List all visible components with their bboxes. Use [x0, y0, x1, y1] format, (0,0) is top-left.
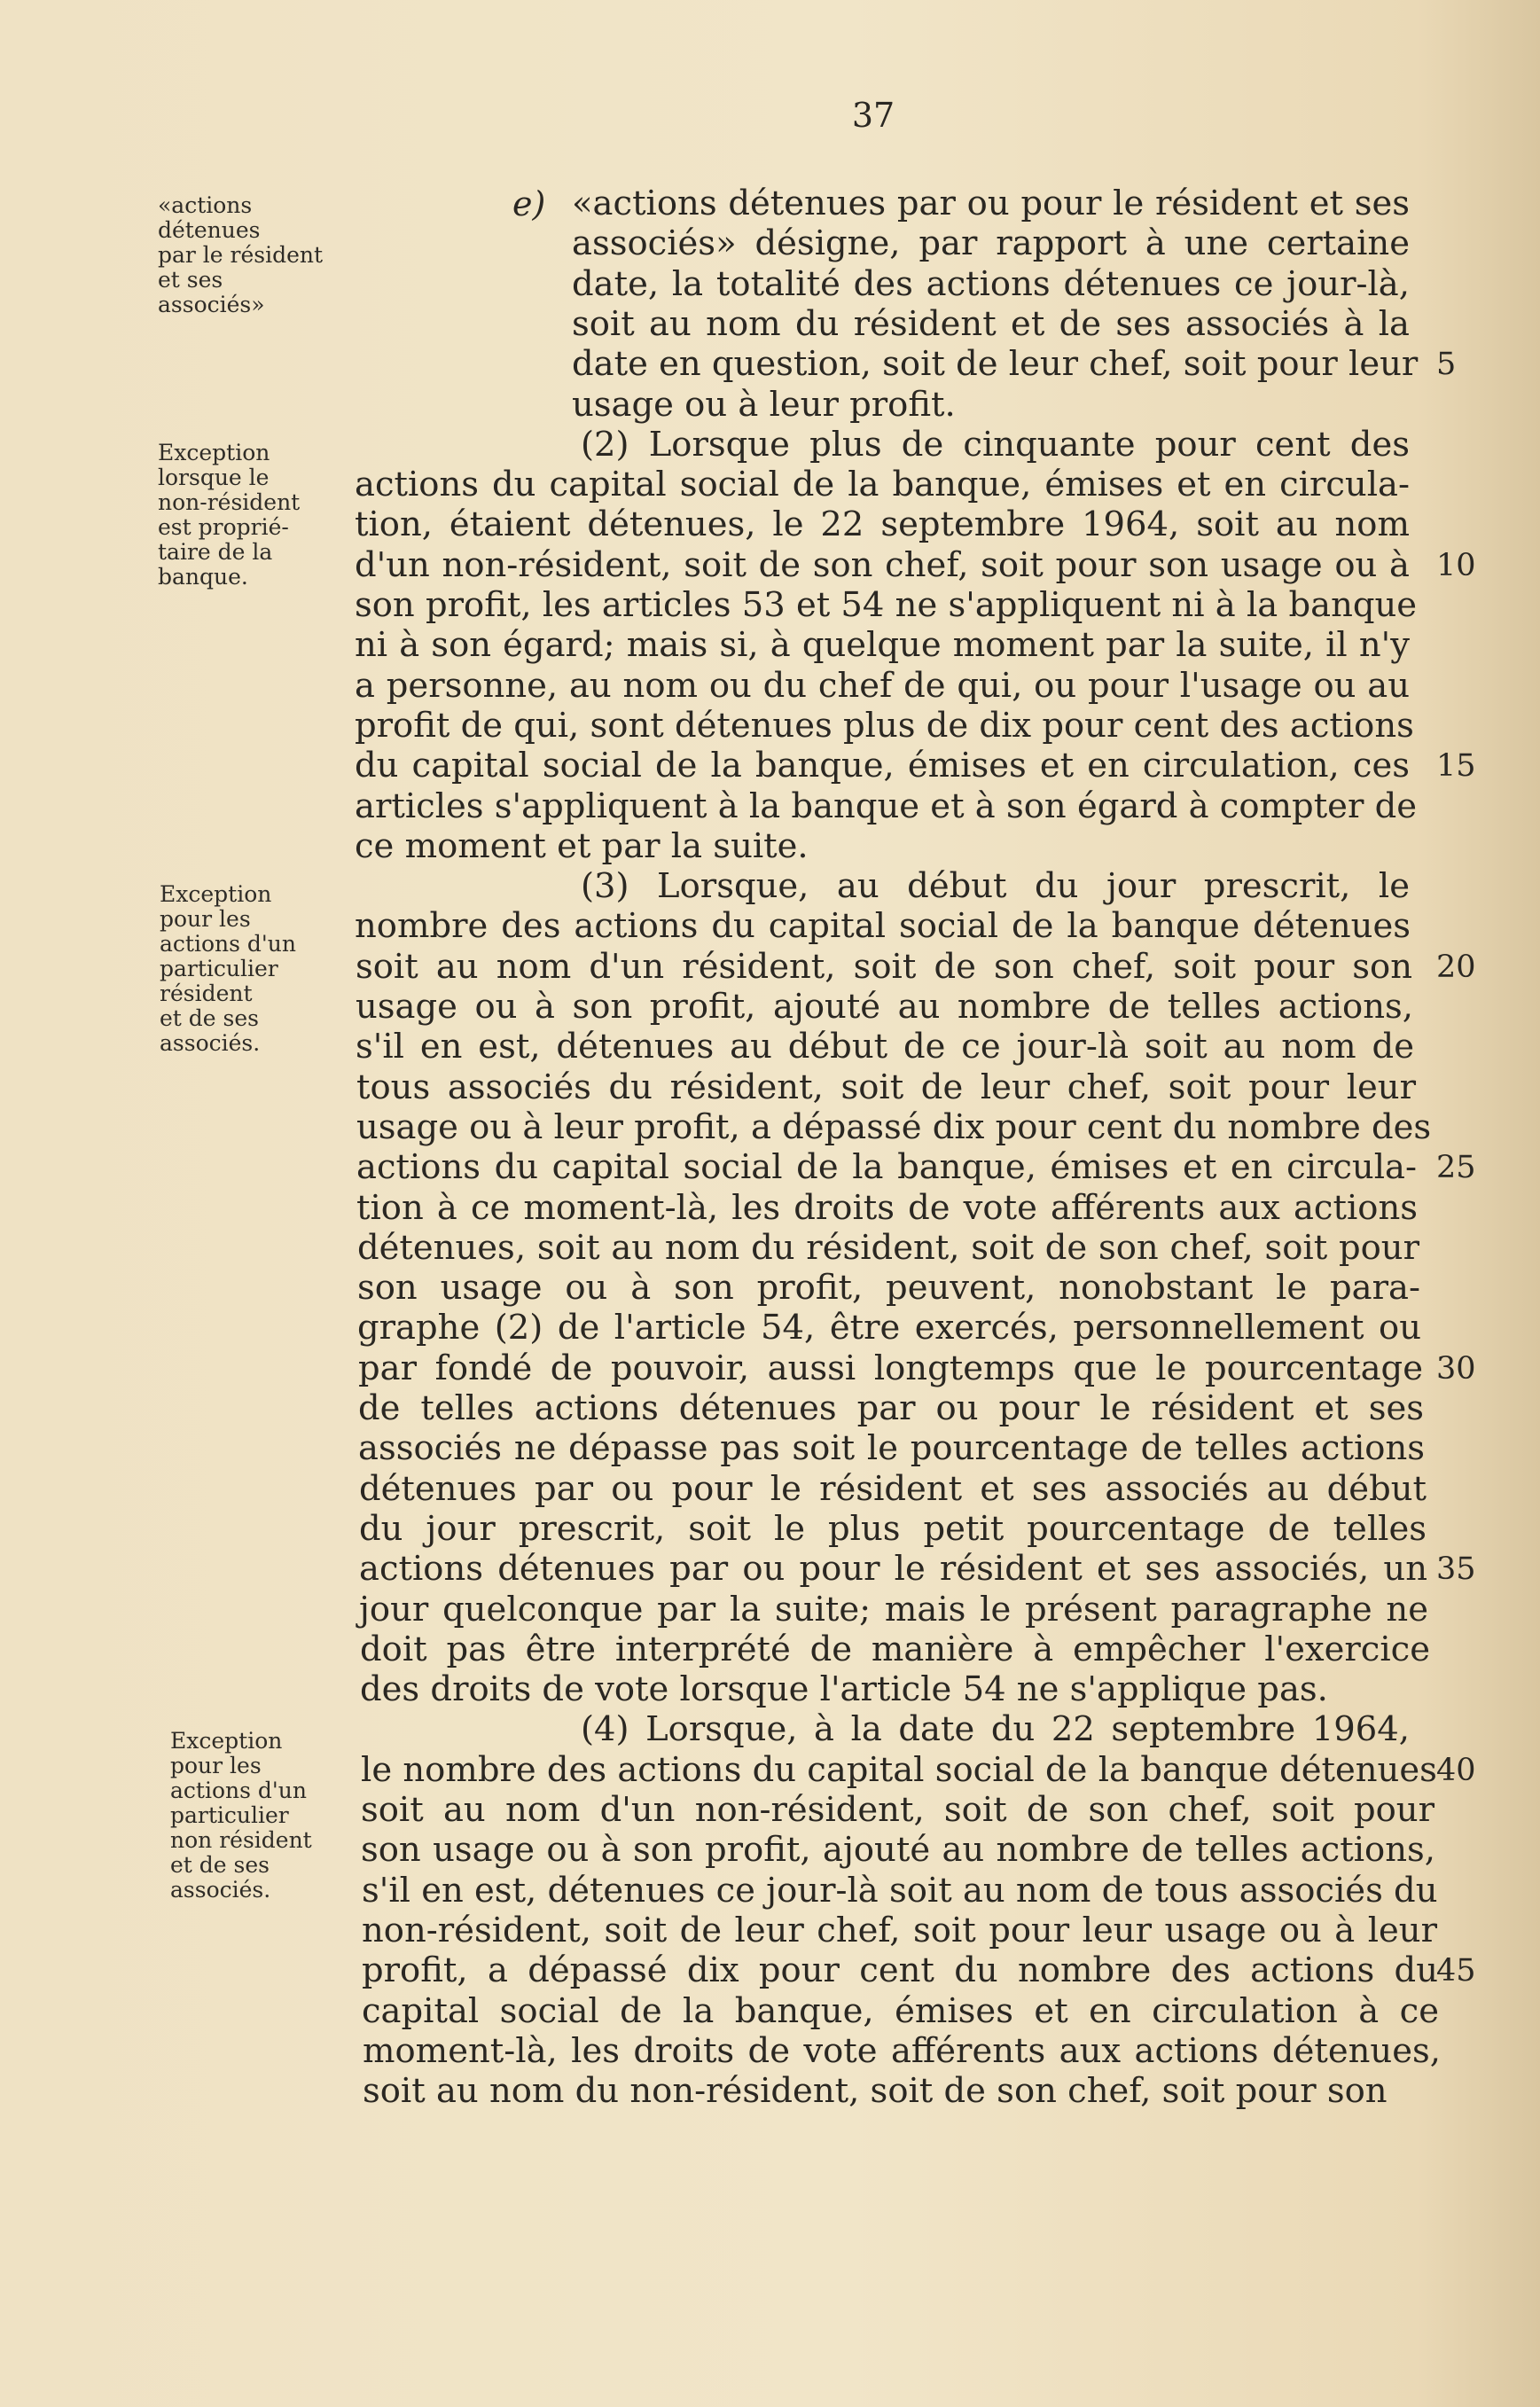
text-line: graphe (2) de l'article 54, être exercés, personnellement ou: [357, 1308, 1421, 1348]
text-line: jour quelconque par la suite; mais le présent paragraphe ne: [359, 1590, 1428, 1629]
line-number: 5: [1436, 347, 1457, 382]
text-line: de telles actions détenues par ou pour le résident et ses: [358, 1388, 1424, 1428]
text-line: tion à ce moment-là, les droits de vote afférents aux actions: [356, 1188, 1418, 1228]
page-number: 37: [851, 96, 895, 135]
text-line: son profit, les articles 53 et 54 ne s'appliquent ni à la banque: [355, 585, 1418, 625]
text-line: «actions détenues par ou pour le résident et ses: [572, 184, 1410, 223]
margin-note-line: non-résident: [158, 489, 301, 515]
margin-note-line: actions d'un: [160, 931, 296, 957]
margin-note-line: banque.: [158, 564, 248, 590]
text-line: du capital social de la banque, émises et en circulation, ces: [355, 746, 1410, 785]
margin-note-line: particulier: [160, 956, 278, 981]
margin-note: [158, 441, 300, 590]
line-number: 45: [1436, 1953, 1476, 1989]
text-line: usage ou à leur profit.: [572, 385, 956, 425]
margin-note: [170, 1729, 312, 1903]
text-line: ni à son égard; mais si, à quelque moment par la suite, il n'y: [355, 625, 1410, 665]
margin-note-line: et ses: [158, 267, 223, 293]
margin-note-line: et de ses: [170, 1852, 270, 1878]
text-line: détenues par ou pour le résident et ses associés au début: [359, 1469, 1427, 1509]
text-line: profit de qui, sont détenues plus de dix pour cent des actions: [355, 706, 1414, 746]
margin-note: [160, 882, 296, 1056]
line-number: 35: [1436, 1551, 1476, 1587]
text-line: associés» désigne, par rapport à une certaine: [572, 223, 1410, 263]
margin-note-line: résident: [160, 981, 253, 1006]
text-line: actions détenues par ou pour le résident et ses associés, un: [359, 1549, 1427, 1589]
text-line: d'un non-résident, soit de son chef, soit pour son usage ou à: [355, 545, 1410, 585]
item-label: e): [512, 184, 546, 223]
text-line: tion, étaient détenues, le 22 septembre 1964, soit au nom: [355, 504, 1410, 544]
text-line: a personne, au nom ou du chef de qui, ou pour l'usage ou au: [355, 666, 1410, 706]
margin-note-line: associés.: [170, 1877, 271, 1903]
text-line: usage ou à leur profit, a dépassé dix pour cent du nombre des: [356, 1107, 1432, 1147]
line-number: 30: [1436, 1351, 1476, 1387]
text-line: s'il en est, détenues au début de ce jour-là soit au nom de: [356, 1027, 1414, 1067]
margin-note-line: Exception: [170, 1728, 283, 1754]
margin-note-line: pour les: [170, 1753, 262, 1778]
text-line: actions du capital social de la banque, émises et en circula-: [356, 1147, 1417, 1187]
text-line: détenues, soit au nom du résident, soit de son chef, soit pour: [357, 1228, 1419, 1268]
text-line: son usage ou à son profit, peuvent, nonobstant le para-: [357, 1268, 1420, 1308]
text-line: son usage ou à son profit, ajouté au nombre de telles actions,: [361, 1830, 1435, 1870]
text-line: profit, a dépassé dix pour cent du nombre des actions du: [362, 1950, 1438, 1990]
text-line: non-résident, soit de leur chef, soit pour leur usage ou à leur: [362, 1911, 1437, 1950]
text-line: tous associés du résident, soit de leur chef, soit pour leur: [356, 1067, 1416, 1107]
text-line: par fondé de pouvoir, aussi longtemps que le pourcentage: [358, 1348, 1423, 1388]
line-number: 15: [1436, 748, 1476, 784]
text-line: (3) Lorsque, au début du jour prescrit, le: [581, 866, 1410, 906]
line-number: 25: [1436, 1150, 1476, 1185]
text-line: nombre des actions du capital social de la banque détenues: [355, 906, 1411, 946]
text-line: soit au nom d'un résident, soit de son chef, soit pour son: [356, 947, 1412, 987]
text-line: soit au nom d'un non-résident, soit de son chef, soit pour: [361, 1790, 1434, 1830]
margin-note-line: lorsque le: [158, 465, 270, 490]
text-line: actions du capital social de la banque, émises et en circula-: [355, 465, 1410, 504]
margin-note-line: et de ses: [160, 1005, 259, 1031]
text-line: (2) Lorsque plus de cinquante pour cent des: [581, 425, 1410, 465]
text-line: usage ou à son profit, ajouté au nombre de telles actions,: [356, 987, 1413, 1027]
margin-note-line: détenues: [158, 217, 261, 243]
text-line: date, la totalité des actions détenues ce jour-là,: [572, 264, 1410, 304]
margin-note-line: associés»: [158, 292, 265, 317]
text-line: ce moment et par la suite.: [355, 826, 809, 866]
margin-note-line: pour les: [160, 906, 251, 932]
margin-note-line: Exception: [158, 440, 270, 465]
margin-note-line: actions d'un: [170, 1778, 307, 1803]
text-line: capital social de la banque, émises et en circulation à ce: [362, 1991, 1439, 2031]
margin-note-line: «actions: [158, 192, 253, 218]
margin-note: [158, 193, 323, 317]
margin-note-line: associés.: [160, 1030, 261, 1056]
text-line: doit pas être interprété de manière à empêcher l'exercice: [360, 1629, 1430, 1669]
text-line: du jour prescrit, soit le plus petit pourcentage de telles: [359, 1509, 1427, 1549]
line-number: 10: [1436, 548, 1476, 583]
text-line: articles s'appliquent à la banque et à son égard à compter de: [355, 786, 1418, 826]
text-line: date en question, soit de leur chef, soit pour leur: [572, 344, 1419, 384]
line-number: 20: [1436, 950, 1476, 985]
margin-note-line: est proprié-: [158, 514, 289, 540]
text-line: moment-là, les droits de vote afférents aux actions détenues,: [363, 2031, 1441, 2071]
text-line: associés ne dépasse pas soit le pourcentage de telles actions: [358, 1428, 1425, 1468]
text-line: s'il en est, détenues ce jour-là soit au nom de tous associés du: [362, 1871, 1438, 1911]
text-line: soit au nom du résident et de ses associés à la: [572, 304, 1410, 344]
margin-note-line: taire de la: [158, 539, 273, 565]
line-number: 40: [1436, 1753, 1476, 1788]
margin-note-line: Exception: [160, 881, 272, 907]
text-line: le nombre des actions du capital social de la banque détenues: [361, 1750, 1437, 1790]
text-line: (4) Lorsque, à la date du 22 septembre 1964,: [581, 1709, 1410, 1749]
margin-note-line: par le résident: [158, 242, 324, 268]
text-line: soit au nom du non-résident, soit de son chef, soit pour son: [363, 2071, 1388, 2111]
text-line: des droits de vote lorsque l'article 54 ne s'applique pas.: [360, 1669, 1328, 1709]
margin-note-line: particulier: [170, 1802, 289, 1828]
margin-note-line: non résident: [170, 1827, 312, 1853]
